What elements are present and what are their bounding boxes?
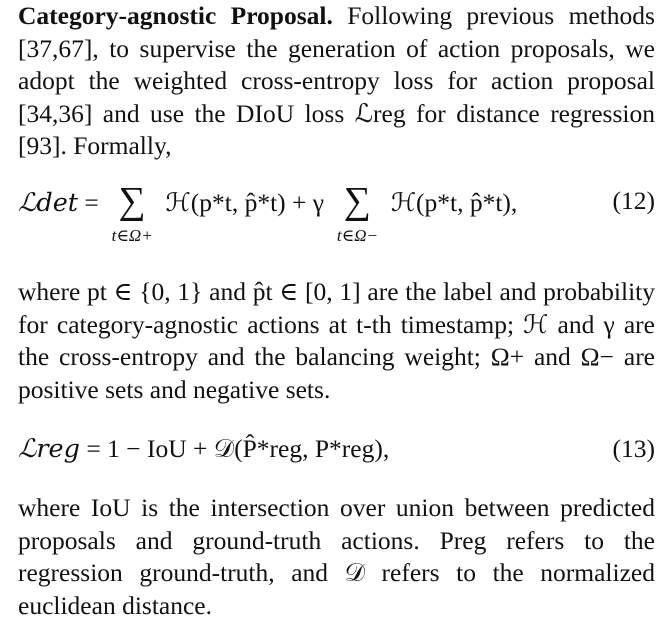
sum-symbol-icon: ∑ xyxy=(118,180,146,222)
paragraph-proposal-intro xyxy=(18,0,655,163)
paragraph-body: where pt ∈ {0, 1} and p̂t ∈ [0, 1] are the label and probability for category-agnostic actions at t-th timestamp; ℋ and γ are the cross-entropy and the balancing weight; Ω+ and Ω− are positive sets and negative sets. xyxy=(18,277,655,404)
equation-12 xyxy=(18,180,655,246)
eq12-term-1: ℋ(p*t, p̂*t) xyxy=(165,188,286,217)
paragraph-iou xyxy=(18,492,655,622)
equation-13 xyxy=(18,434,655,494)
eq12-plus-gamma: + γ xyxy=(292,188,325,217)
equation-number-12: (12) xyxy=(612,186,655,215)
eq12-sum-2-index: t∈Ω− xyxy=(336,226,378,245)
equation-12-body xyxy=(18,180,518,245)
sum-symbol-icon: ∑ xyxy=(343,180,371,222)
paragraph-heading: Category-agnostic Proposal. xyxy=(18,1,333,30)
equation-number-13: (13) xyxy=(612,434,655,463)
eq12-equals: = xyxy=(84,188,99,217)
paragraph-body: where IoU is the intersection over union between predicted proposals and ground-truth actions. Preg refers to the regression ground-truth, and 𝒟 refers to the normalized euclidean distance. xyxy=(18,493,655,620)
eq12-sum-1-index: t∈Ω+ xyxy=(111,226,153,245)
eq12-sum-1 xyxy=(105,180,159,245)
eq12-sum-2 xyxy=(330,180,384,245)
eq12-term-2: ℋ(p*t, p̂*t), xyxy=(390,188,518,217)
eq13-rhs: = 1 − IoU + 𝒟(P̂*reg, P*reg), xyxy=(86,434,390,463)
eq13-lhs: ℒreg xyxy=(18,434,80,464)
eq12-lhs: ℒdet xyxy=(18,188,79,218)
paragraph-definitions xyxy=(18,276,655,406)
paragraph-body: Following previous methods [37,67], to supervise the generation of action proposals, we adopt the weighted cross-entropy loss for action proposal [34,36] and use the DIoU loss ℒreg for distance regression [93]. Formally, xyxy=(18,1,655,160)
equation-13-body xyxy=(18,434,389,465)
